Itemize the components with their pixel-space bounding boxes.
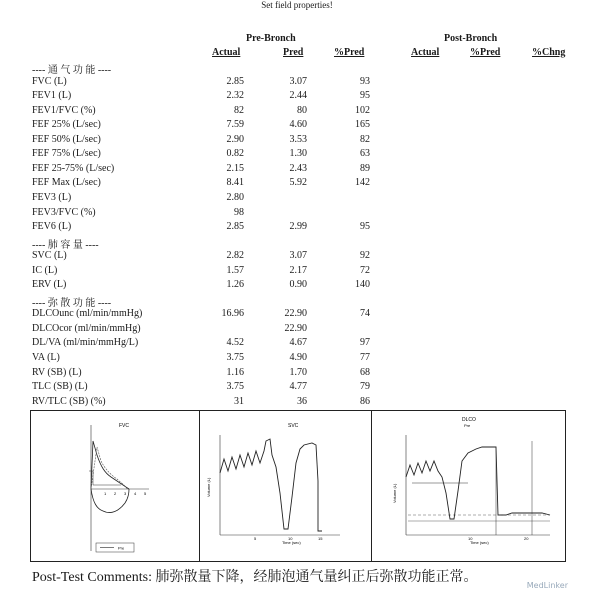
dlco-xlabel: Time (sec) [470,540,489,545]
row-pred: 80 [297,104,307,116]
svc-xlabel: Time (sec) [282,540,301,545]
graphs-panel [30,410,566,562]
row-pred: 4.77 [289,381,307,393]
row-pct-pred: 89 [360,162,370,174]
row-label: DLCOcor (ml/min/mmHg) [32,322,141,334]
dlco-graph-subtitle: Pre [464,423,471,428]
row-pred: 2.43 [289,162,307,174]
table-row [0,236,594,250]
row-actual: 2.15 [226,162,244,174]
table-row [0,396,594,410]
row-actual: 2.85 [226,75,244,87]
row-label: SVC (L) [32,250,67,262]
row-label: FEF 50% (L/sec) [32,133,101,145]
table-row [0,163,594,177]
svc-tick-10: 10 [288,536,293,541]
row-pred: 36 [297,395,307,407]
row-actual: 2.80 [226,191,244,203]
post-actual-column-header: Actual [411,47,440,58]
svc-graph [200,411,370,561]
dlco-tick-20: 20 [524,536,529,541]
row-pred: 1.70 [289,366,307,378]
row-actual: 3.75 [226,381,244,393]
row-label: ---- 肺 容 量 ---- [32,239,99,251]
row-pred: 2.99 [289,221,307,233]
svc-graph-title: SVC [288,423,299,429]
row-pred: 3.07 [289,250,307,262]
row-actual: 82 [234,104,244,116]
row-pct-pred: 74 [360,308,370,320]
row-pct-pred: 95 [360,90,370,102]
row-pct-pred: 77 [360,352,370,363]
row-actual: 2.85 [226,221,244,233]
row-actual: 0.82 [226,148,244,160]
row-pred: 4.60 [289,119,307,131]
row-label: FEV3/FVC (%) [32,206,96,218]
row-pct-pred: 95 [360,221,370,233]
row-label: DL/VA (ml/min/mmHg/L) [32,337,139,349]
row-pct-pred: 68 [360,366,370,378]
row-label: RV/TLC (SB) (%) [32,395,106,407]
row-pred: 0.90 [289,279,307,291]
row-label: FEV1/FVC (%) [32,104,96,116]
row-label: FEF Max (L/sec) [32,177,101,189]
row-pred: 4.90 [289,352,307,363]
table-row [0,352,594,366]
table-row [0,250,594,264]
table-row [0,265,594,279]
row-pct-pred: 82 [360,133,370,145]
fvc-tick-2: 2 [114,491,117,496]
table-row [0,308,594,322]
row-label: RV (SB) (L) [32,366,82,378]
table-row [0,294,594,308]
pct-chng-column-header: %Chng [532,47,566,58]
table-row [0,192,594,206]
table-row [0,279,594,293]
row-actual: 2.32 [226,90,244,102]
row-pred: 4.67 [289,337,307,349]
row-pct-pred: 86 [360,395,370,407]
table-row [0,221,594,235]
post-test-comments: Post-Test Comments: 肺弥散量下降，经肺泡通气量纠正后弥散功能正常。 [32,570,478,585]
post-pct-pred-column-header: %Pred [470,47,501,58]
row-actual: 16.96 [221,308,244,320]
row-actual: 1.16 [226,366,244,378]
actual-column-header: Actual [212,47,241,58]
row-label: ERV (L) [32,279,67,291]
row-pct-pred: 92 [360,250,370,262]
svc-ylabel: Volume (L) [206,477,211,497]
fvc-graph [31,411,199,561]
pct-pred-column-header: %Pred [334,47,365,58]
row-pct-pred: 142 [355,177,370,189]
row-pct-pred: 72 [360,264,370,276]
row-actual: 3.75 [226,352,244,363]
row-pct-pred: 97 [360,337,370,349]
row-pred: 2.44 [289,90,307,102]
table-row [0,105,594,119]
table-row [0,323,594,337]
fvc-legend: Pre [118,545,125,551]
pred-column-header: Pred [283,47,304,58]
dlco-tick-10: 10 [468,536,473,541]
row-pct-pred: 79 [360,381,370,393]
row-pred: 2.17 [289,264,307,276]
row-actual: 2.90 [226,133,244,145]
row-label: FEF 25% (L/sec) [32,119,101,131]
row-actual: 31 [234,395,244,407]
row-pct-pred: 102 [355,104,370,116]
row-label: IC (L) [32,264,58,276]
row-pred: 3.07 [289,75,307,87]
table-row [0,148,594,162]
row-label: DLCOunc (ml/min/mmHg) [32,308,143,320]
svc-tick-15: 15 [318,536,323,541]
row-label: ---- 通 气 功 能 ---- [32,65,112,76]
dlco-ylabel: Volume (L) [392,483,397,503]
row-label: TLC (SB) (L) [32,381,88,393]
row-actual: 1.57 [226,264,244,276]
top-note: Set field properties! [261,0,333,10]
row-label: ---- 弥 散 功 能 ---- [32,297,112,309]
row-label: VA (L) [32,352,60,363]
dlco-graph [372,411,565,561]
row-label: FEV1 (L) [32,90,72,102]
row-actual: 8.41 [226,177,244,189]
fvc-tick-5: 5 [144,491,147,496]
table-row [0,134,594,148]
row-pred: 5.92 [289,177,307,189]
row-pred: 22.90 [284,322,307,334]
fvc-tick-3: 3 [124,491,127,496]
row-actual: 98 [234,206,244,218]
table-row [0,367,594,381]
pre-bronch-header: Pre-Bronch [246,33,296,44]
row-pred: 1.30 [289,148,307,160]
row-pct-pred: 140 [355,279,370,291]
row-label: FEF 75% (L/sec) [32,148,101,160]
row-pct-pred: 93 [360,75,370,87]
row-label: FEV6 (L) [32,221,72,233]
row-label: FEV3 (L) [32,191,72,203]
fvc-tick-1: 1 [104,491,107,496]
row-actual: 1.26 [226,279,244,291]
row-pct-pred: 63 [360,148,370,160]
dlco-graph-title: DLCO [462,417,476,423]
table-row [0,119,594,133]
row-label: FEF 25-75% (L/sec) [32,162,115,174]
row-pred: 22.90 [284,308,307,320]
table-row [0,177,594,191]
table-row [0,207,594,221]
table-row [0,337,594,351]
table-row [0,381,594,395]
svc-tick-5: 5 [254,536,257,541]
watermark: MedLinker [526,581,568,590]
row-pct-pred: 165 [355,119,370,131]
fvc-tick-4: 4 [134,491,137,496]
row-actual: 4.52 [226,337,244,349]
table-row [0,61,594,75]
row-label: FVC (L) [32,75,67,87]
table-row [0,76,594,90]
table-row [0,90,594,104]
post-bronch-header: Post-Bronch [444,33,498,44]
row-actual: 2.82 [226,250,244,262]
row-pred: 3.53 [289,133,307,145]
row-actual: 7.59 [226,119,244,131]
fvc-graph-title: FVC [119,423,129,429]
